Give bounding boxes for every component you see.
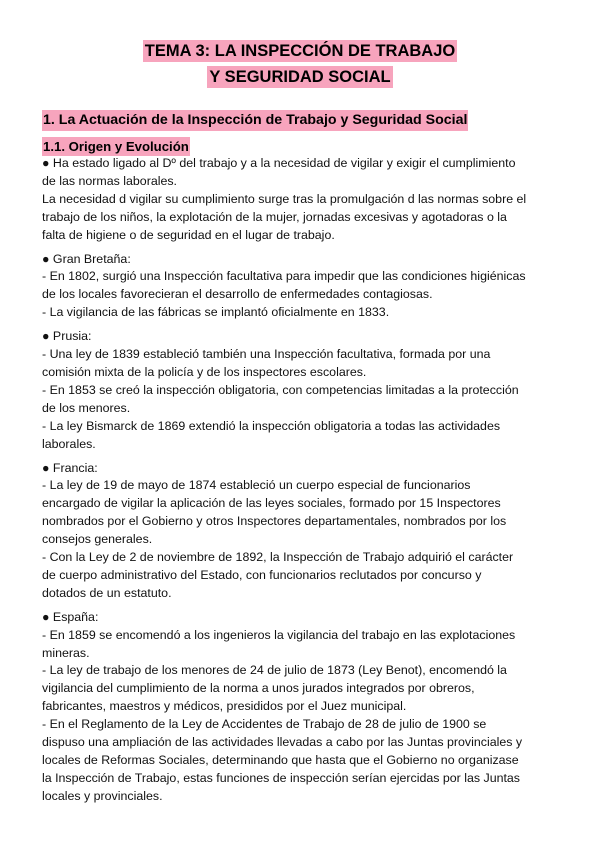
text-line: - En 1853 se creó la inspección obligatoria, con competencias limitadas a la protección [42, 382, 519, 397]
text-line: comisión mixta de la policía y de los inspectores escolares. [42, 364, 367, 379]
text-line: nombrados por el Gobierno y otros Inspectores departamentales, nombrados por los [42, 514, 507, 529]
text-line: ● Prusia: [42, 329, 92, 344]
body-text [42, 155, 562, 812]
text-line: - La ley Bismarck de 1869 extendió la inspección obligatoria a todas las actividades [42, 418, 501, 433]
text-line: dotados de un estatuto. [42, 585, 172, 600]
text-line: laborales. [42, 436, 96, 451]
text-line: de los menores. [42, 400, 131, 415]
text-line: - Con la Ley de 2 de noviembre de 1892, la Inspección de Trabajo adquirió el carácter [42, 550, 514, 565]
text-line: mineras. [42, 645, 90, 660]
text-line: locales de Reformas Sociales, determinando que hasta que el Gobierno no organizase [42, 753, 519, 767]
text-line: dispuso una ampliación de las actividades llevadas a cabo por las Juntas provinciales y [42, 735, 523, 750]
paragraph-prusia [42, 328, 562, 453]
text-line: la Inspección de Trabajo, estas funciones de inspección serían ejercidas por las Juntas [42, 770, 521, 785]
paragraph-intro [42, 155, 562, 245]
text-line: trabajo de los niños, la explotación de la mujer, jornadas excesivas y agotadoras o la [42, 209, 507, 224]
text-line: - La ley de trabajo de los menores de 24 de julio de 1873 (Ley Benot), encomendó la [42, 663, 507, 678]
subsection-heading: 1.1. Origen y Evolución [43, 139, 189, 154]
text-line: consejos generales. [42, 532, 153, 547]
text-line: de cuerpo administrativo del Estado, con funcionarios reclutados por concurso y [42, 567, 482, 582]
text-line: - La ley de 19 de mayo de 1874 estableció un cuerpo especial de funcionarios [42, 478, 471, 493]
text-line: de las normas laborales. [42, 173, 177, 188]
text-line: ● Francia: [42, 460, 98, 475]
text-line: - La vigilancia de las fábricas se implantó oficialmente en 1833. [42, 305, 390, 320]
text-line: - En el Reglamento de la Ley de Accidentes de Trabajo de 28 de julio de 1900 se [42, 717, 487, 732]
text-line: ● España: [42, 609, 99, 624]
text-line: vigilancia del cumplimiento de la norma a unos jurados integrados por obreros, [42, 681, 475, 696]
paragraph-gran-bretana [42, 251, 562, 323]
text-line: de los locales favorecieran el desarrollo de enfermedades contagiosas. [42, 287, 433, 302]
paragraph-francia [42, 460, 562, 603]
section-heading: 1. La Actuación de la Inspección de Trabajo y Seguridad Social [42, 110, 468, 131]
text-line: fabricantes, maestros y médicos, presididos por el Juez municipal. [42, 699, 407, 714]
text-line: - Una ley de 1839 estableció también una Inspección facultativa, formada por una [42, 347, 491, 362]
text-line: locales y provinciales. [42, 788, 163, 803]
text-line: - En 1802, surgió una Inspección facultativa para impedir que las condiciones higiénicas [42, 269, 526, 284]
text-line: ● Ha estado ligado al Dº del trabajo y a la necesidad de vigilar y exigir el cumplimiento [42, 156, 516, 170]
text-line: La necesidad d vigilar su cumplimiento surge tras la promulgación d las normas sobre el [42, 191, 527, 206]
text-line: falta de higiene o de seguridad en el lugar de trabajo. [42, 227, 335, 242]
paragraph-espana [42, 609, 562, 806]
text-line: - En 1859 se encomendó a los ingenieros la vigilancia del trabajo en las explotaciones [42, 627, 516, 642]
document-title [0, 40, 600, 88]
text-line: ● Gran Bretaña: [42, 251, 131, 266]
title-line-2: Y SEGURIDAD SOCIAL [209, 68, 391, 86]
text-line: encargado de vigilar la aplicación de las leyes sociales, formado por 15 Inspectores [42, 496, 501, 511]
title-line-1: TEMA 3: LA INSPECCIÓN DE TRABAJO [144, 42, 456, 60]
